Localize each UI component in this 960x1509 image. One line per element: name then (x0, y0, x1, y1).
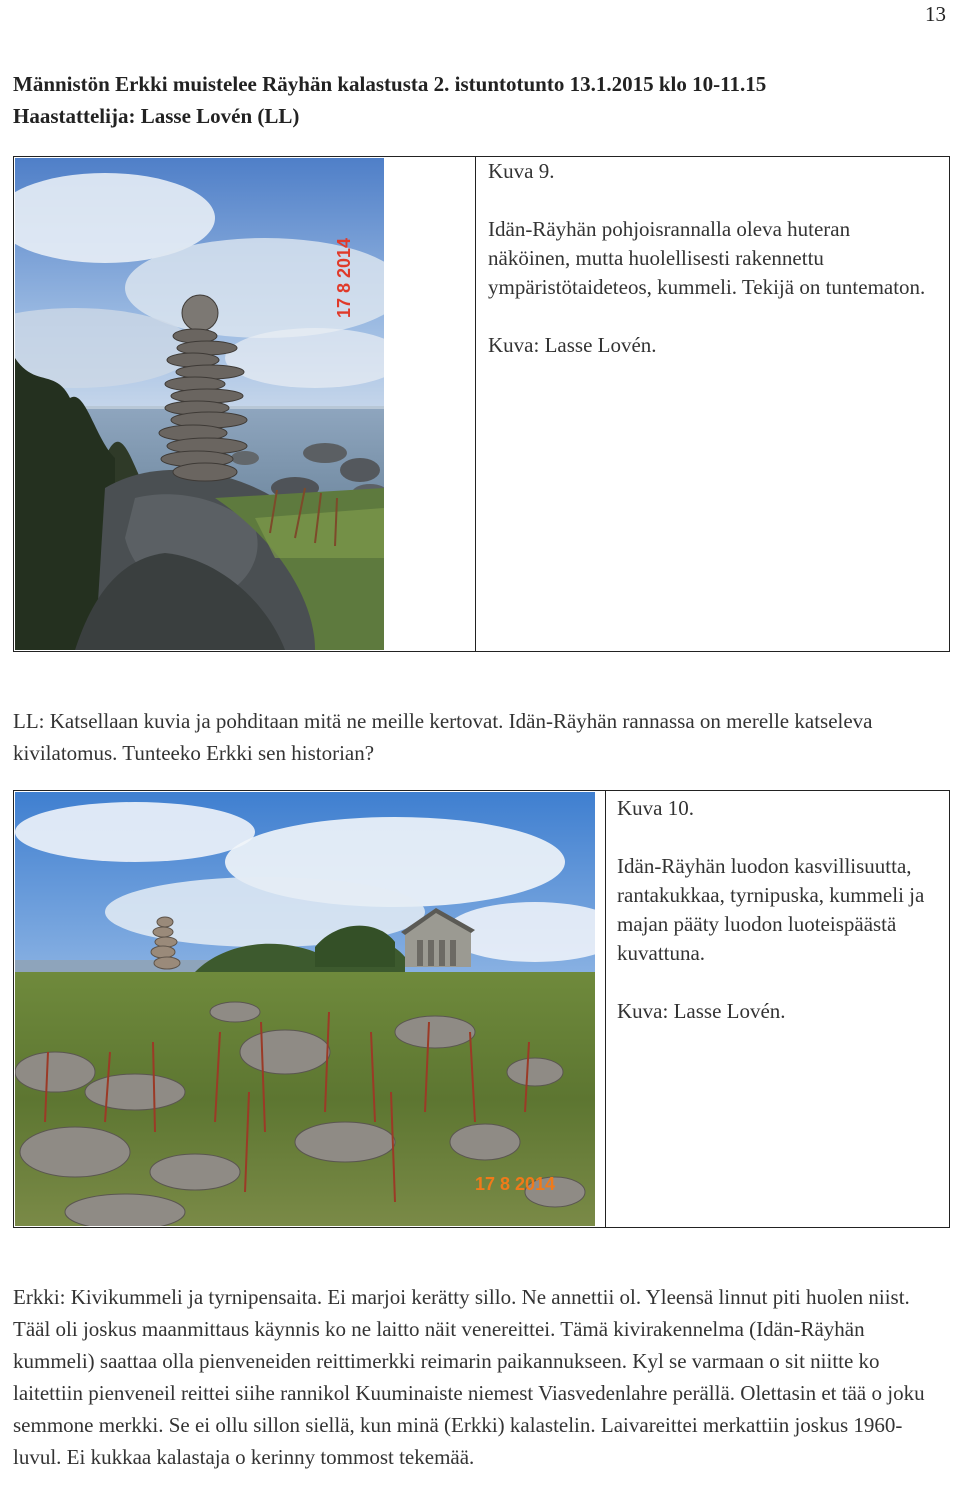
heading-title: Männistön Erkki muistelee Räyhän kalastusta 2. istuntotunto 13.1.2015 klo 10-11.15 (13, 72, 767, 96)
figure-10-caption (617, 794, 939, 1026)
figure-10-photo (15, 792, 595, 1226)
figure-10-divider (605, 791, 606, 1227)
figure-9-divider (475, 157, 476, 651)
paragraph-erkki-answer: Erkki: Kivikummeli ja tyrnipensaita. Ei marjoi kerätty sillo. Ne annettii ol. Yleensä linnut piti huolen niist. Tääl oli joskus maanmittaus käynnis ko ne laitto näit venereittei. Tämä kivirakennelma (Idän-Räyhän kummeli) saattaa olla pienveneiden reittimerkki reimarin paikannukseen. Kyl se varmaan o sit niitte ko laitettiin pienveneil reittei siihe rannikol Kuuminaiste niemest Viasvedenlahre perällä. Olettasin et tää o joku semmone merkki. Se ei ollu sillon siellä, kun minä (Erkki) kalastelin. Laivareittei merkattiin joskus 1960-luvul. Ei kukkaa kalastaja o kerinny tommost tekemää. (13, 1285, 925, 1469)
heading-interviewer: Haastattelija: Lasse Lovén (LL) (13, 104, 300, 128)
figure-9-credit: Kuva: Lasse Lovén. (488, 333, 657, 357)
figure-9-date-stamp: 17 8 2014 (334, 237, 354, 319)
figure-10-description: Idän-Räyhän luodon kasvillisuutta, rantakukkaa, tyrnipuska, kummeli ja majan pääty luodon luoteispäästä kuvattuna. (617, 854, 925, 965)
document-heading (13, 68, 766, 132)
figure-9-caption (488, 157, 933, 360)
figure-10-date-stamp: 17 8 2014 (474, 1174, 556, 1194)
page-number: 13 (925, 2, 946, 26)
figure-9-photo (15, 158, 384, 650)
figure-10-table (13, 790, 950, 1228)
figure-9-description: Idän-Räyhän pohjoisrannalla oleva huteran näköinen, mutta huolellisesti rakennettu ympäristötaideteos, kummeli. Tekijä on tuntematon. (488, 217, 926, 299)
paragraph-ll-question: LL: Katsellaan kuvia ja pohditaan mitä ne meille kertovat. Idän-Räyhän rannassa on merelle katseleva kivilatomus. Tunteeko Erkki sen historian? (13, 709, 873, 765)
figure-10-credit: Kuva: Lasse Lovén. (617, 999, 786, 1023)
figure-10-title: Kuva 10. (617, 796, 694, 820)
figure-9-table (13, 156, 950, 652)
figure-9-title: Kuva 9. (488, 159, 555, 183)
